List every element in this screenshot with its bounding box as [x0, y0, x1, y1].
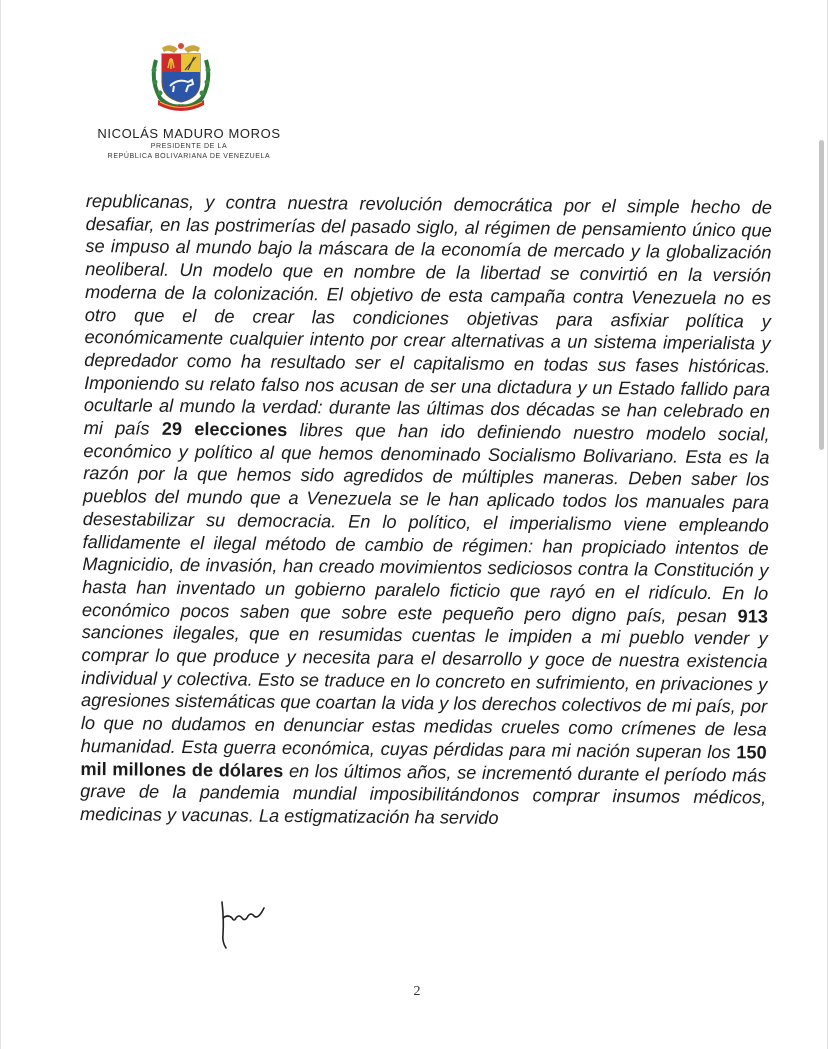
page-number: 2	[413, 984, 421, 999]
body-bold-number-sanctions: 913	[737, 605, 769, 627]
sender-name: NICOLÁS MADURO MOROS	[97, 126, 281, 141]
handwritten-signature-icon	[214, 898, 274, 954]
body-text-segment: libres que han ido definiendo nuestro modelo social, económico y político al que hemos denominado Socialismo Bolivariano. Esta es la razón por la que hemos sido agredidos de múltiples maneras. Deben saber los pueblos del mundo que a Venezuela se le han aplicado todos los manuales para desestabilizar su democracia. En lo político, el imperialismo viene empleando fallidamente el ilegal método de cambio de régimen: han propiciado intentos de Magnicidio, de invasión, han creado movimientos sediciosos contra la Constitución y hasta han inventado un gobierno paralelo ficticio que rayó en el ridículo. En lo económico pocos saben que sobre este pequeño pero digno país, pesan	[81, 419, 770, 626]
body-text-segment: republicanas, y contra nuestra revolución democrática por el simple hecho de desafiar, en las postrimerías del pasado siglo, al régimen de pensamiento único que se impuso al mundo bajo la máscara de la economía de mercado y la globalización neoliberal. Un modelo que en nombre de la libertad se convirtió en la versión moderna de la colonización. El objetivo de esta campaña contra Venezuela no es otro que el de crear las condiciones objetivas para asfixiar política y económicamente cualquier intento por crear alternativas a un sistema imperialista y depredador como ha resultado ser el capitalismo en todas sus fases históricas. Imponiendo su relato falso nos acusan de ser una dictadura y un Estado fallido para ocultarle al mundo la verdad: durante las últimas dos décadas se han celebrado en mi país	[83, 190, 772, 439]
body-bold-amount-losses: 150 mil millones de dólares	[80, 742, 767, 781]
sender-title-line1: PRESIDENTE DE LA	[150, 143, 228, 150]
venezuela-coat-of-arms-icon	[148, 40, 214, 112]
letter-body	[80, 190, 772, 832]
sender-title-line2: REPÚBLICA BOLIVARIANA DE VENEZUELA	[107, 153, 271, 160]
scrollbar-thumb[interactable]	[819, 140, 824, 450]
body-text-segment: en los últimos años, se incrementó durante el período más grave de la pandemia mundial imposibilitándonos comprar insumos médicos, medicinas y vacunas. La estigmatización ha servido	[79, 760, 767, 828]
letterhead	[84, 126, 294, 162]
body-text-segment: sanciones ilegales, que en resumidas cuentas le impiden a mi pueblo vender y comprar lo que produce y necesita para el desarrollo y goce de nuestra existencia individual y colectiva. Esto se traduce en lo concreto en sufrimiento, en privaciones y agresiones sistemáticas que coartan la vida y los derechos colectivos de mi país, por lo que no dudamos en denunciar estas medidas crueles como crímenes de lesa humanidad. Esta guerra económica, cuyas pérdidas para mi nación superan los	[80, 622, 768, 763]
body-bold-number-elections: 29 elecciones	[161, 418, 288, 440]
